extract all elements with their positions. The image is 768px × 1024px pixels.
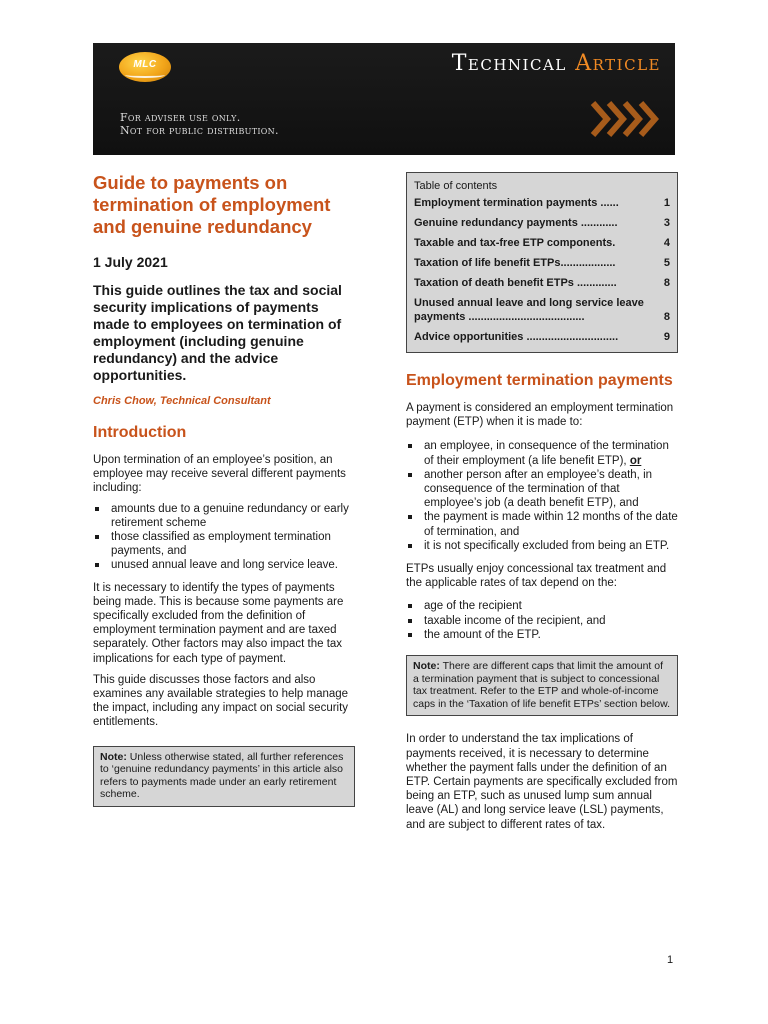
logo-swoosh-icon — [125, 72, 165, 78]
toc-label: Advice opportunities .............................. — [414, 331, 619, 343]
toc-label: Taxation of life benefit ETPs.................. — [414, 257, 616, 269]
header-banner — [93, 43, 675, 155]
banner-title-part2: Article — [575, 51, 661, 76]
etp-paragraph-1: A payment is considered an employment termination payment (ETP) when it is made to: — [406, 402, 674, 429]
note-text: Unless otherwise stated, all further references to ‘genuine redundancy payments’ in this article also refers to payments made under an early retirement scheme. — [100, 750, 344, 801]
intro-paragraph-3: This guide discusses those factors and also examines any available strategies to help manage the impact, including any impact on social security entitlements. — [93, 673, 349, 729]
toc-entry-death-benefit[interactable] — [414, 276, 670, 290]
lead-summary: This guide outlines the tax and social security implications of payments made to employees on termination of employment (including genuine redundancy) and the advice opportunities. — [93, 282, 342, 383]
toc-entry-etp-components[interactable] — [414, 236, 670, 250]
list-item: the payment is made within 12 months of the date of termination, and — [406, 510, 678, 538]
etp-factor-list — [406, 599, 678, 642]
toc-entry-life-benefit[interactable] — [414, 256, 670, 270]
list-item: amounts due to a genuine redundancy or early retirement scheme — [93, 502, 355, 530]
mlc-logo — [119, 52, 171, 82]
toc-label: Taxable and tax-free ETP components. — [414, 237, 616, 249]
note-text: There are different caps that limit the amount of a termination payment that is subject to concessional tax treatment. Refer to the ETP and whole-of-income caps in the ‘Taxation of life benefit ETPs’ section below. — [413, 660, 671, 710]
toc-page: 4 — [663, 237, 670, 249]
distribution-notice — [120, 111, 279, 137]
list-item: age of the recipient — [406, 599, 678, 613]
note-label: Note: — [413, 660, 440, 673]
toc-label: Employment termination payments ...... — [414, 197, 619, 209]
table-of-contents — [406, 172, 678, 353]
list-item: those classified as employment termination payments, and — [93, 530, 355, 558]
introduction-heading: Introduction — [93, 424, 187, 441]
etp-paragraph-2: ETPs usually enjoy concessional tax treatment and the applicable rates of tax depend on the: — [406, 563, 667, 590]
logo-text: MLC — [133, 59, 157, 70]
left-column — [93, 172, 355, 807]
toc-label: Unused annual leave and long service leave payments ...................................... — [414, 297, 644, 323]
intro-paragraph-1: Upon termination of an employee’s position, an employee may receive several different payments including: — [93, 454, 346, 495]
toc-entry-etp[interactable] — [414, 196, 670, 210]
toc-entry-unused-leave[interactable] — [414, 296, 670, 324]
toc-title: Table of contents — [414, 180, 498, 192]
intro-paragraph-2: It is necessary to identify the types of payments being made. This is because some payments are specifically excluded from the definition of employment termination payment and are taxed separately. Other factors may also impact the tax implications for each type of payment. — [93, 581, 344, 665]
etp-note-box — [406, 655, 678, 716]
toc-entry-genuine-redundancy[interactable] — [414, 216, 670, 230]
document-title: Guide to payments on termination of employment and genuine redundancy — [93, 172, 331, 237]
chevron-arrows-icon — [589, 99, 659, 139]
list-item — [406, 439, 678, 467]
toc-entry-advice[interactable] — [414, 330, 670, 344]
distribution-line-1: For adviser use only. — [120, 111, 241, 124]
intro-note-box — [93, 746, 355, 807]
author-line: Chris Chow, Technical Consultant — [93, 395, 271, 407]
toc-page: 8 — [663, 311, 670, 323]
list-item: the amount of the ETP. — [406, 628, 678, 642]
toc-page: 1 — [663, 197, 670, 209]
document-date: 1 July 2021 — [93, 254, 168, 270]
toc-page: 5 — [663, 257, 670, 269]
etp-heading: Employment termination payments — [406, 372, 673, 389]
toc-page: 9 — [663, 331, 670, 343]
list-item: it is not specifically excluded from being an ETP. — [406, 539, 678, 553]
page-number: 1 — [667, 954, 674, 966]
toc-page: 8 — [663, 277, 670, 289]
note-label: Note: — [100, 750, 127, 763]
toc-label: Genuine redundancy payments ............ — [414, 217, 618, 229]
banner-title — [452, 51, 661, 76]
distribution-line-2: Not for public distribution. — [120, 124, 279, 137]
emphasis-or: or — [629, 454, 642, 467]
bullet-text: an employee, in consequence of the termination of their employment (a life benefit ETP), — [424, 440, 669, 467]
etp-paragraph-3: In order to understand the tax implications of payments received, it is necessary to determine whether the payment falls under the definition of an ETP. Certain payments are specifically excluded from being an ETP, such as unused lump sum annual leave (AL) and long service leave (LSL) payments, and are subject to different rates of tax. — [406, 733, 678, 831]
intro-bullet-list — [93, 502, 355, 573]
toc-page: 3 — [663, 217, 670, 229]
toc-label: Taxation of death benefit ETPs ............. — [414, 277, 617, 289]
right-column — [406, 172, 678, 832]
list-item: another person after an employee’s death, in consequence of the termination of that employee’s job (a death benefit ETP), and — [406, 468, 678, 511]
etp-bullet-list — [406, 439, 678, 553]
banner-title-part1: Technical — [451, 51, 567, 76]
list-item: unused annual leave and long service leave. — [93, 558, 355, 572]
list-item: taxable income of the recipient, and — [406, 614, 678, 628]
